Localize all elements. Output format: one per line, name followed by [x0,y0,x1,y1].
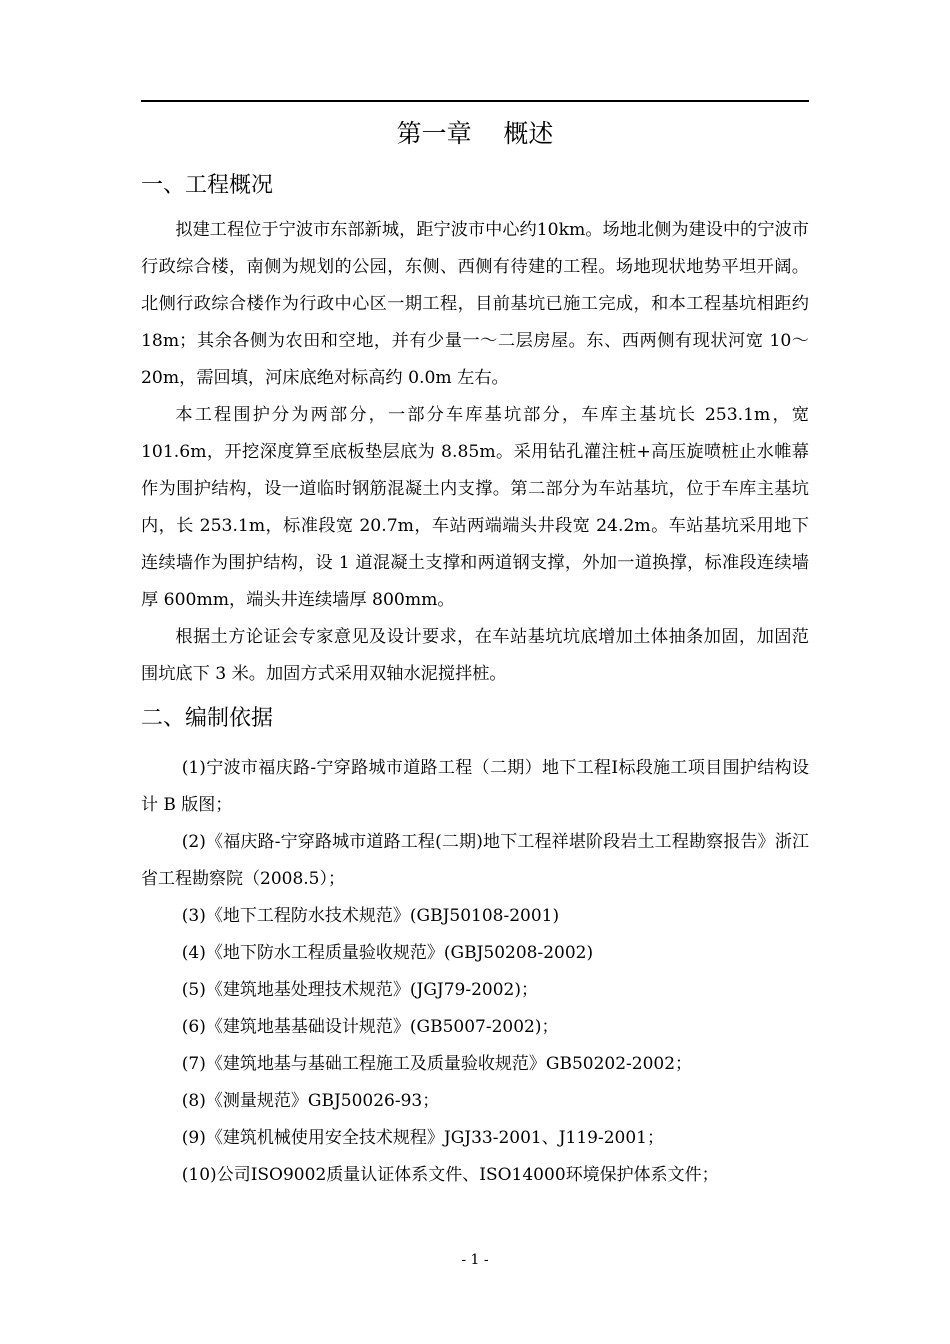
reference-item: (3)《地下工程防水技术规范》(GBJ50108-2001) [181,906,560,926]
page-number: - 1 - [461,1252,489,1268]
section-heading-basis: 二、编制依据 [141,706,274,731]
reference-item: (5)《建筑地基处理技术规范》(JGJ79-2002)； [181,980,538,1000]
chapter-title: 第一章 概述 [396,119,554,148]
reference-item: (4)《地下防水工程质量验收规范》(GBJ50208-2002) [181,943,594,963]
reference-item: (1)宁波市福庆路-宁穿路城市道路工程（二期）地下工程Ⅰ标段施工项目围护结构设计 B 版图； [141,758,809,815]
overview-paragraph-3: 根据土方论证会专家意见及设计要求，在车站基坑坑底增加土体抽条加固，加固范围坑底下 3 米。加固方式采用双轴水泥搅拌桩。 [141,627,809,684]
section-heading-overview: 一、工程概况 [141,173,274,198]
header-rule [141,100,809,102]
overview-paragraph-1: 拟建工程位于宁波市东部新城，距宁波市中心约10km。场地北侧为建设中的宁波市行政综合楼，南侧为规划的公园，东侧、西侧有待建的工程。场地现状地势平坦开阔。北侧行政综合楼作为行政中心区一期工程，目前基坑已施工完成，和本工程基坑相距约 18m；其余各侧为农田和空地，并有少量一～二层房屋。东、西两侧有现状河宽 10～20m，需回填，河床底绝对标高约 0.0m 左右。 [141,220,809,388]
overview-paragraph-2: 本工程围护分为两部分，一部分车库基坑部分，车库主基坑长 253.1m，宽 101.6m，开挖深度算至底板垫层底为 8.85m。采用钻孔灌注桩+高压旋喷桩止水帷幕作为围护结构，设一道临时钢筋混凝土内支撑。第二部分为车站基坑，位于车库主基坑内，长 253.1m，标准段宽 20.7m，车站两端端头井段宽 24.2m。车站基坑采用地下连续墙作为围护结构，设 1 道混凝土支撑和两道钢支撑，外加一道换撑，标准段连续墙厚 600mm，端头井连续墙厚 800mm。 [141,405,809,610]
reference-item: (6)《建筑地基基础设计规范》(GB5007-2002)； [181,1017,559,1037]
reference-item: (10)公司ISO9002质量认证体系文件、ISO14000环境保护体系文件； [181,1165,719,1185]
reference-item: (2)《福庆路-宁穿路城市道路工程(二期)地下工程祥堪阶段岩土工程勘察报告》浙江省工程勘察院（2008.5）； [141,832,809,889]
reference-item: (9)《建筑机械使用安全技术规程》JGJ33-2001、J119-2001； [181,1128,664,1148]
reference-list [141,750,809,1194]
reference-item: (7)《建筑地基与基础工程施工及质量验收规范》GB50202-2002； [181,1054,693,1074]
reference-item: (8)《测量规范》GBJ50026-93； [181,1091,440,1111]
